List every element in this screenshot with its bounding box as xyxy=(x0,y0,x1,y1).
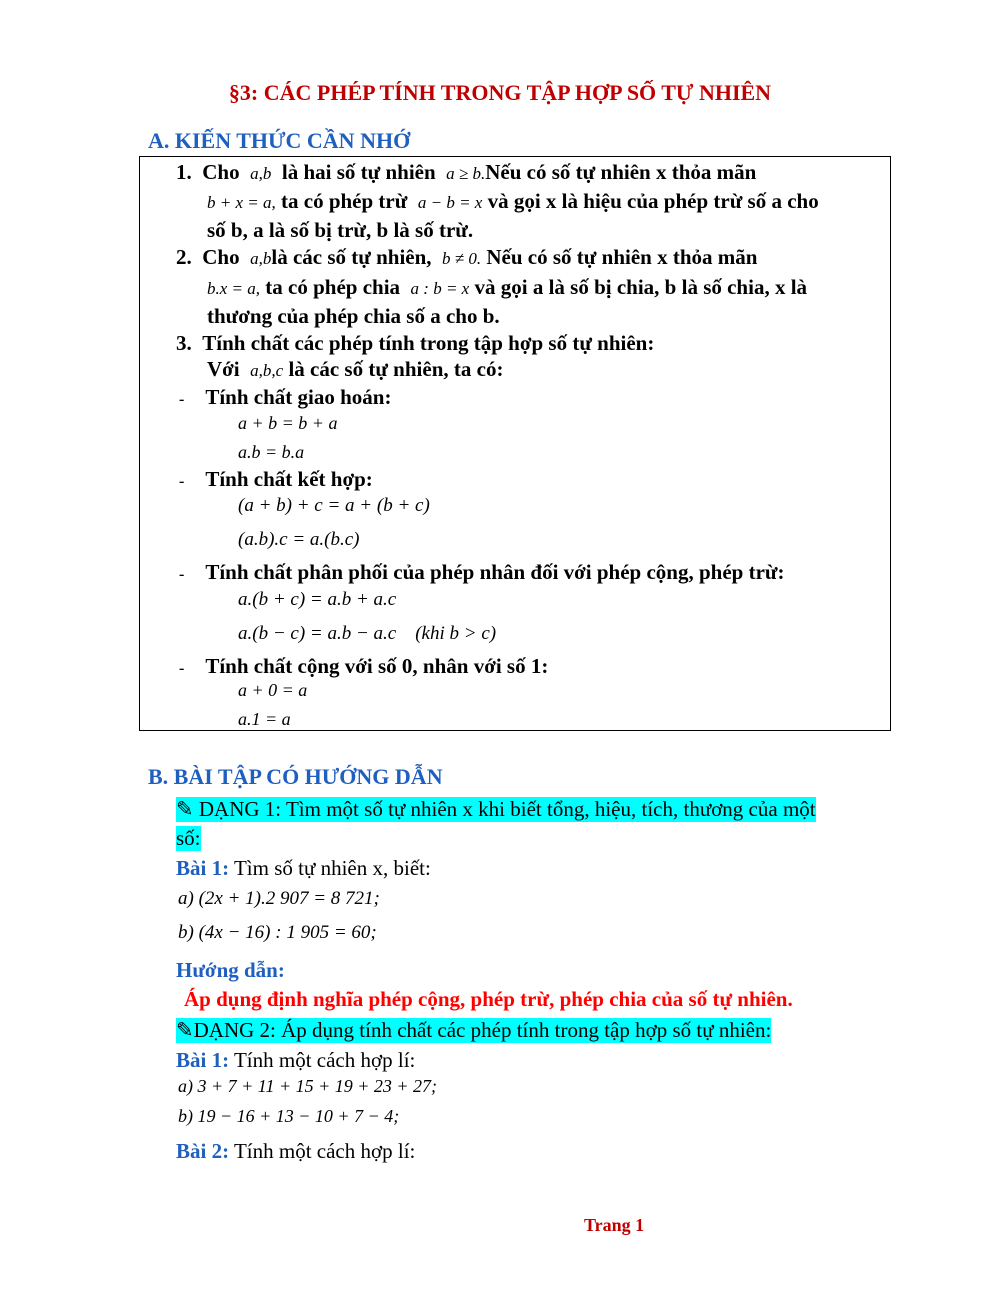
guidance-text: Áp dụng định nghĩa phép cộng, phép trừ, phép chia của số tự nhiên. xyxy=(184,987,793,1011)
item-2-line-3: thương của phép chia số a cho b. xyxy=(207,304,500,328)
formula-associative-add: (a + b) + c = a + (b + c) xyxy=(238,495,430,516)
bai-1-dang-2-part-b: b) 19 − 16 + 13 − 10 + 7 − 4; xyxy=(178,1106,400,1126)
section-b-heading: B. BÀI TẬP CÓ HƯỚNG DẪN xyxy=(148,764,443,789)
pencil-icon: ✎ xyxy=(176,1018,194,1042)
page-title: §3: CÁC PHÉP TÍNH TRONG TẬP HỢP SỐ TỰ NHIÊN xyxy=(228,80,772,105)
formula-commutative-add: a + b = b + a xyxy=(238,413,338,433)
bai-1-dang-2-title: Bài 1: Tính một cách hợp lí: xyxy=(176,1048,416,1072)
property-commutative: - Tính chất giao hoán: xyxy=(179,385,392,409)
bai-2-dang-2-title: Bài 2: Tính một cách hợp lí: xyxy=(176,1139,416,1163)
formula-identity-add: a + 0 = a xyxy=(238,680,308,700)
property-identity: - Tính chất cộng với số 0, nhân với số 1: xyxy=(179,654,549,678)
dang-2-line: ✎DẠNG 2: Áp dụng tính chất các phép tính trong tập hợp số tự nhiên: xyxy=(176,1018,772,1042)
item-3-line-1: 3. Tính chất các phép tính trong tập hợp số tự nhiên: xyxy=(176,331,655,355)
formula-commutative-mul: a.b = b.a xyxy=(238,442,305,462)
item-1-line-1: 1. Cho a,b là hai số tự nhiên a ≥ b.Nếu có số tự nhiên x thỏa mãn xyxy=(176,160,757,184)
bai-1-part-a: a) (2x + 1).2 907 = 8 721; xyxy=(178,888,380,909)
property-distributive: - Tính chất phân phối của phép nhân đối với phép cộng, phép trừ: xyxy=(179,560,785,584)
formula-distributive-sub: a.(b − c) = a.b − a.c (khi b > c) xyxy=(238,623,497,644)
formula-identity-mul: a.1 = a xyxy=(238,709,291,729)
dang-1-line-1: ✎ DẠNG 1: Tìm một số tự nhiên x khi biết tổng, hiệu, tích, thương của một xyxy=(176,797,816,821)
property-associative: - Tính chất kết hợp: xyxy=(179,467,373,491)
dang-1-line-2: số: xyxy=(176,826,201,850)
bai-1-part-b: b) (4x − 16) : 1 905 = 60; xyxy=(178,922,377,943)
formula-associative-mul: (a.b).c = a.(b.c) xyxy=(238,529,360,550)
page-number: Trang 1 xyxy=(584,1215,645,1235)
item-2-line-1: 2. Cho a,blà các số tự nhiên, b ≠ 0. Nếu có số tự nhiên x thỏa mãn xyxy=(176,245,758,269)
huong-dan-label: Hướng dẫn: xyxy=(176,958,285,982)
item-2-line-2: b.x = a, ta có phép chia a : b = x và gọi a là số bị chia, b là số chia, x là xyxy=(207,275,808,299)
bai-1-dang-2-part-a: a) 3 + 7 + 11 + 15 + 19 + 23 + 27; xyxy=(178,1076,438,1096)
pencil-icon: ✎ xyxy=(176,797,194,821)
section-a-heading: A. KIẾN THỨC CẦN NHỚ xyxy=(148,128,411,153)
formula-distributive-add: a.(b + c) = a.b + a.c xyxy=(238,589,397,610)
bai-1-title: Bài 1: Tìm số tự nhiên x, biết: xyxy=(176,856,431,880)
item-1-line-3: số b, a là số bị trừ, b là số trừ. xyxy=(207,218,474,242)
item-1-line-2: b + x = a, ta có phép trừ a − b = x và gọi x là hiệu của phép trừ số a cho xyxy=(207,189,819,213)
item-3-line-2: Với a,b,c là các số tự nhiên, ta có: xyxy=(207,357,504,381)
